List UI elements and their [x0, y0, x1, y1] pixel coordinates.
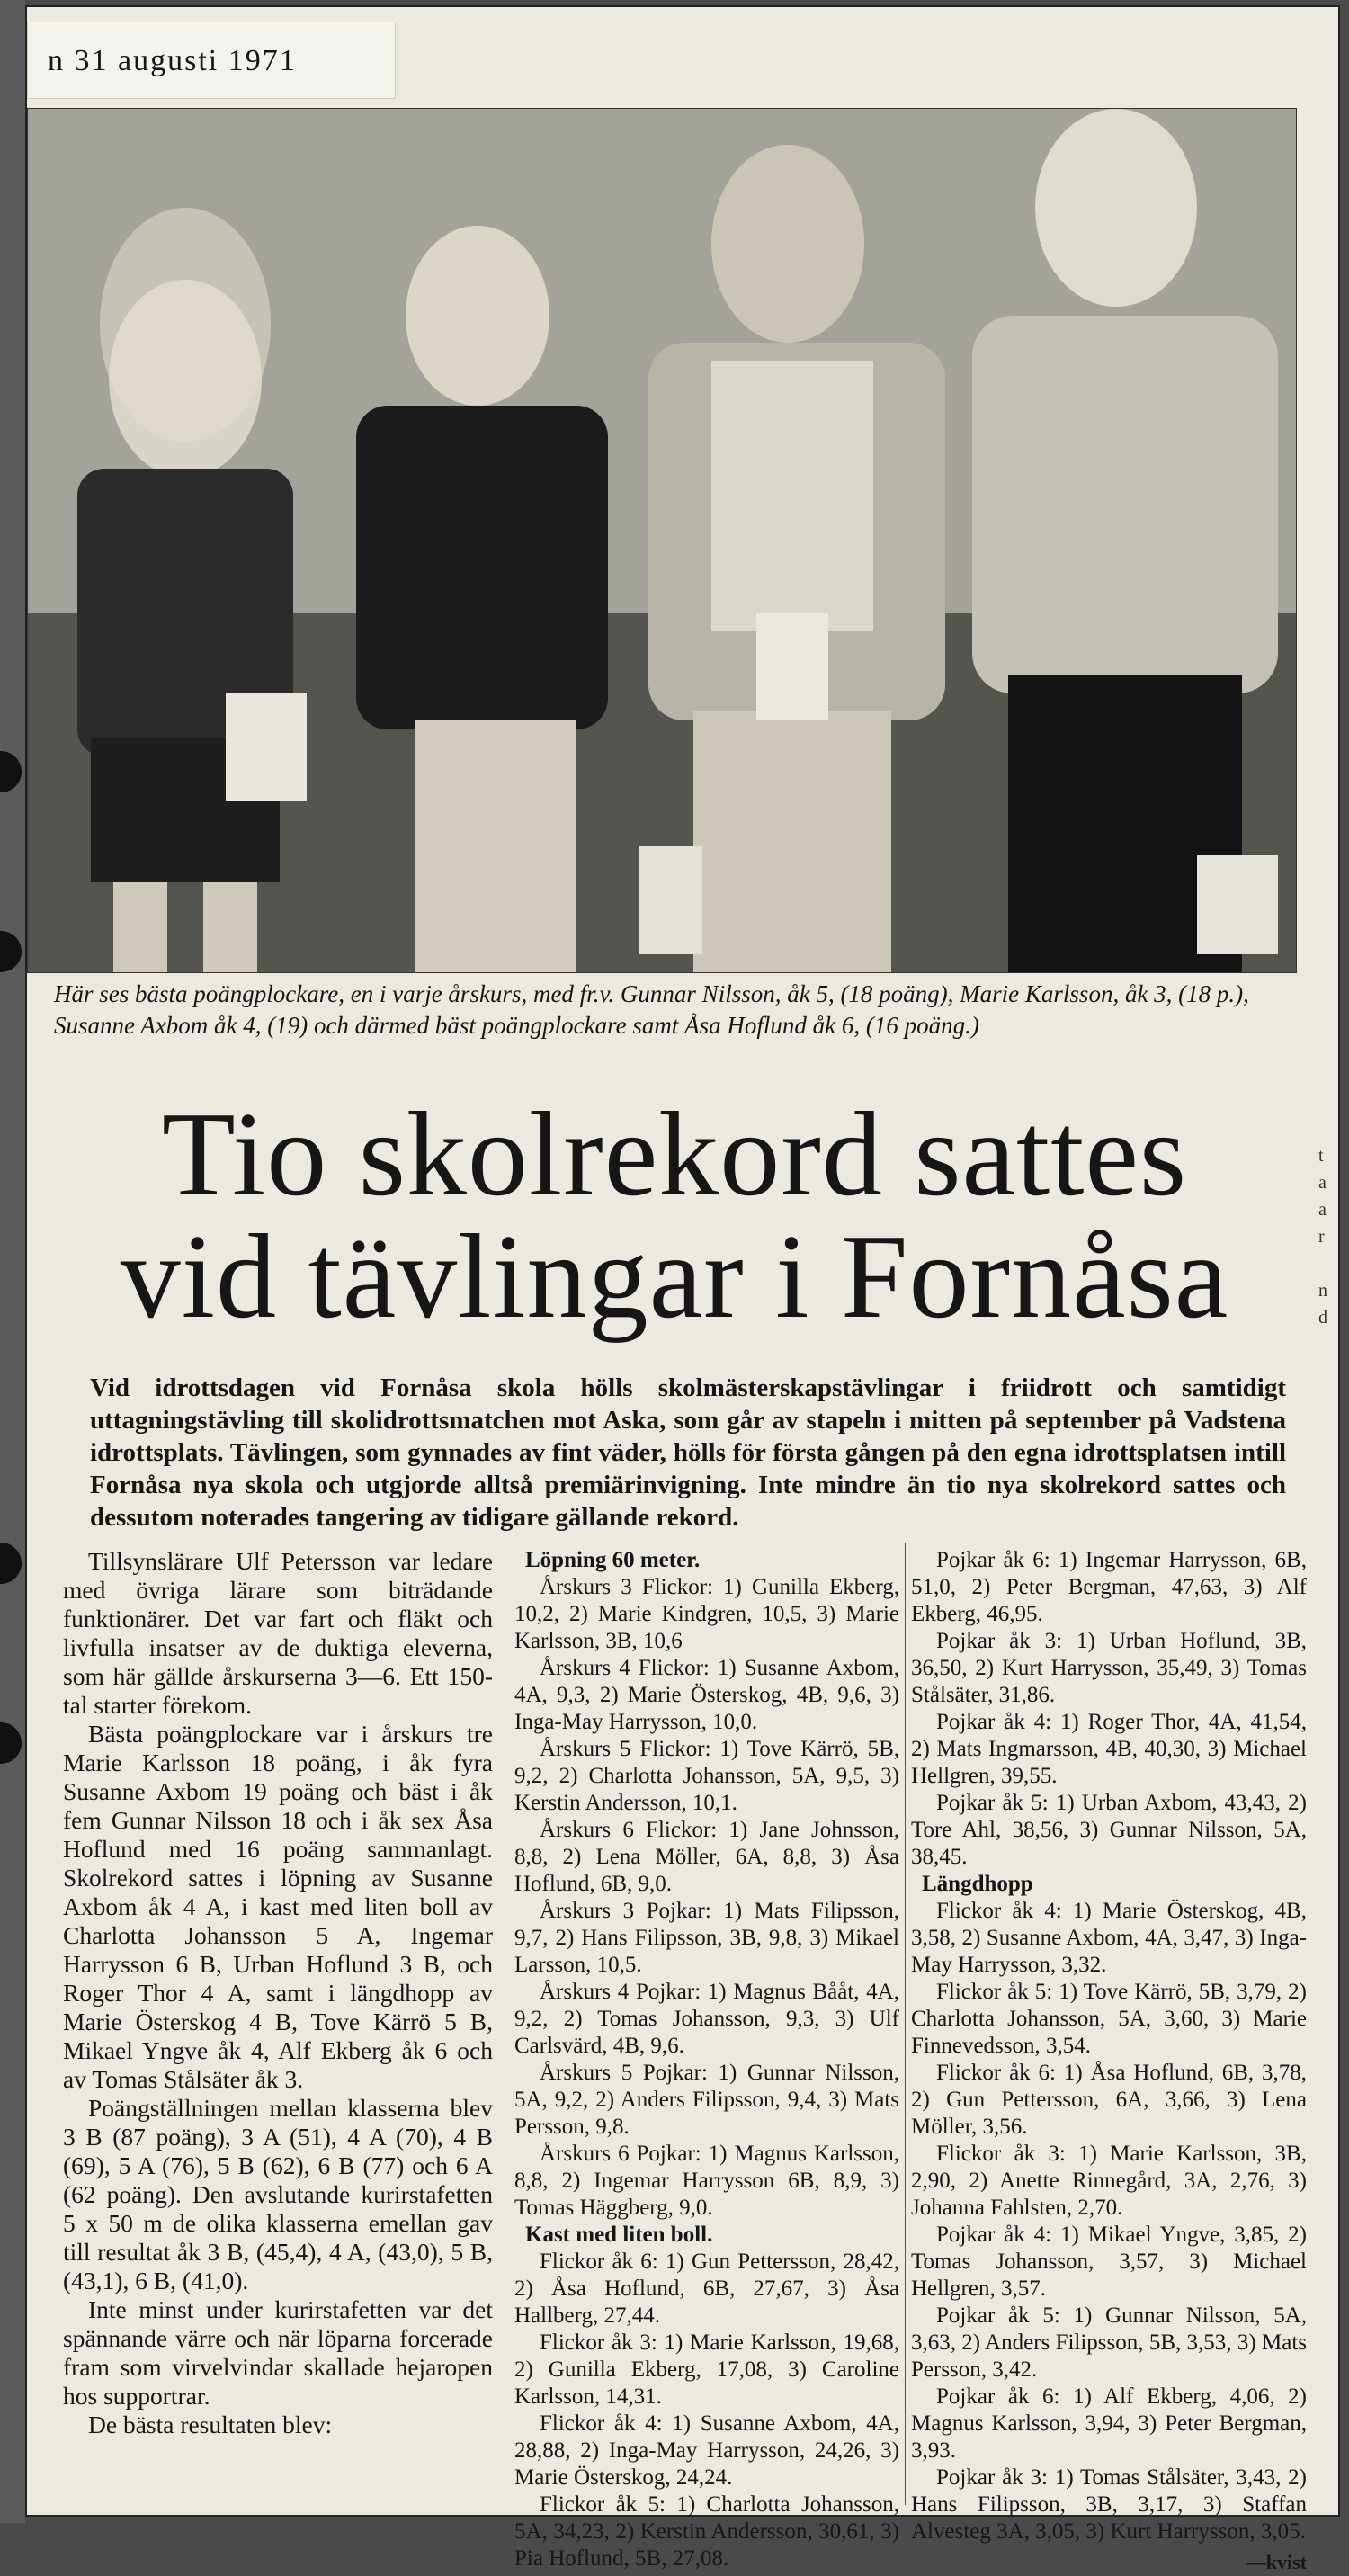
result-entry: Flickor åk 3: 1) Marie Karlsson, 19,68, 2) Gunilla Ekberg, 17,08, 3) Caroline Karlsson, 14,31. — [514, 2330, 899, 2409]
result-entry: Flickor åk 4: 1) Marie Österskog, 4B, 3,58, 2) Susanne Axbom, 4A, 3,47, 3) Inga-May Harrysson, 3,32. — [911, 1899, 1307, 1977]
result-entry: Årskurs 3 Pojkar: 1) Mats Filipsson, 9,7, 2) Hans Filipsson, 3B, 9,8, 3) Mikael Larsson, 10,5. — [514, 1899, 899, 1977]
result-entry: Årskurs 6 Flickor: 1) Jane Johnsson, 8,8, 2) Lena Möller, 6A, 8,8, 3) Åsa Hoflund, 6B, 9,0. — [514, 1818, 899, 1896]
body-paragraph: Inte minst under kurirstafetten var det spännande värre och när löparna forcerade fram som virvelvindar skallade hejaropen hos supportrar. — [63, 2295, 493, 2410]
section-heading: Löpning 60 meter. — [525, 1548, 701, 1572]
section-heading: Längdhopp — [922, 1872, 1033, 1896]
result-entry: Årskurs 5 Pojkar: 1) Gunnar Nilsson, 5A, 9,2, 2) Anders Filipsson, 9,4, 3) Mats Persson, 9,8. — [514, 2061, 899, 2139]
photograph — [27, 108, 1297, 973]
result-entry: Flickor åk 5: 1) Tove Kärrö, 5B, 3,79, 2) Charlotta Johansson, 5A, 3,60, 3) Marie Finnevedsson, 3,54. — [911, 1980, 1307, 2058]
result-entry: Årskurs 4 Flickor: 1) Susanne Axbom, 4A, 9,3, 2) Marie Österskog, 4B, 9,6, 3) Inga-May Harrysson, 10,0. — [514, 1656, 899, 1734]
result-entry: Pojkar åk 5: 1) Gunnar Nilsson, 5A, 3,63, 2) Anders Filipsson, 5B, 3,53, 3) Mats Persson, 3,42. — [911, 2303, 1307, 2382]
result-entry: Pojkar åk 4: 1) Roger Thor, 4A, 41,54, 2) Mats Ingmarsson, 4B, 40,30, 3) Michael Hellgren, 39,55. — [911, 1710, 1307, 1788]
adjacent-column-fragment — [1318, 1142, 1336, 1331]
results-column-3 — [911, 1547, 1307, 2576]
margin-letter: t — [1318, 1146, 1324, 1166]
lead-paragraph: Vid idrottsdagen vid Fornåsa skola hölls skolmästerskapstävlingar i friidrott och samtidigt uttagningstävling till skolidrottsmatchen mot Aska, som går av stapeln i mitten på september på Vadstena idrottsplats. Tävlingen, som gynnades av fint väder, hölls för första gången på den egna idrottsplatsen intill Fornåsa nya skola och utgjorde alltså premiärinvigning. Inte mindre än tio nya skolrekord sattes och dessutom noterades tangering av tidigare gällande rekord. — [90, 1373, 1286, 1532]
results-column-2 — [514, 1547, 899, 2572]
result-entry: Årskurs 4 Pojkar: 1) Magnus Bååt, 4A, 9,2, 2) Tomas Johansson, 9,3, 3) Ulf Carlsvärd, 4B, 9,6. — [514, 1980, 899, 2058]
result-entry: Flickor åk 6: 1) Åsa Hoflund, 6B, 3,78, 2) Gun Pettersson, 6A, 3,66, 3) Lena Möller, 3,56. — [911, 2061, 1307, 2139]
result-entry: Pojkar åk 6: 1) Alf Ekberg, 4,06, 2) Magnus Karlsson, 3,94, 3) Peter Bergman, 3,93. — [911, 2384, 1307, 2463]
result-entry: Flickor åk 3: 1) Marie Karlsson, 3B, 2,90, 2) Anette Rinnegård, 3A, 2,76, 3) Johanna Fahlsten, 2,70. — [911, 2142, 1307, 2220]
margin-letter: n — [1318, 1281, 1327, 1301]
result-entry: Pojkar åk 3: 1) Urban Hoflund, 3B, 36,50, 2) Kurt Harrysson, 35,49, 3) Tomas Stålsäter, 31,86. — [911, 1629, 1307, 1707]
margin-letter: d — [1318, 1308, 1327, 1328]
author-signature: —kvist — [1246, 2551, 1307, 2573]
result-entry: Pojkar åk 6: 1) Ingemar Harrysson, 6B, 51,0, 2) Peter Bergman, 47,63, 3) Alf Ekberg, 46,95. — [911, 1548, 1307, 1626]
body-column-1 — [63, 1547, 493, 2439]
punch-hole — [0, 1722, 22, 1764]
punch-hole — [0, 1543, 22, 1584]
body-paragraph: De bästa resultaten blev: — [88, 2411, 333, 2438]
result-entry: Årskurs 5 Flickor: 1) Tove Kärrö, 5B, 9,2, 2) Charlotta Johansson, 5A, 9,5, 3) Kerstin Andersson, 10,1. — [514, 1737, 899, 1815]
headline — [36, 1087, 1313, 1343]
result-entry: Årskurs 3 Flickor: 1) Gunilla Ekberg, 10,2, 2) Marie Kindgren, 10,5, 3) Marie Karlsson, 3B, 10,6 — [514, 1575, 899, 1653]
result-entry: Flickor åk 6: 1) Gun Pettersson, 28,42, 2) Åsa Hoflund, 6B, 27,67, 3) Åsa Hallberg, 27,44. — [514, 2250, 899, 2328]
body-paragraph: Tillsynslärare Ulf Petersson var ledare med övriga lärare som biträdande funktionärer. Det var fart och fläkt och livfulla insatser av de duktiga eleverna, som här gällde årskurserna 3—6. Ett 150-tal starter förekom. — [63, 1547, 493, 1719]
punch-hole — [0, 751, 22, 792]
body-paragraph: Bästa poängplockare var i årskurs tre Marie Karlsson 18 poäng, i åk fyra Susanne Axbom 19 poäng och bäst i åk fem Gunnar Nilsson 18 och i åk sex Åsa Hoflund med 16 poäng sammanlagt. Skolrekord sattes i löpning av Susanne Axbom åk 4 A, i kast med liten boll av Charlotta Johansson 5 A, Ingemar Harrysson 6 B, Urban Hoflund 3 B, och Roger Thor 4 A, samt i längdhopp av Marie Österskog 4 B, Tove Kärrö 5 B, Mikael Yngve åk 4, Alf Ekberg åk 6 och av Tomas Stålsäter åk 3. — [63, 1720, 493, 2093]
binder-strip — [0, 0, 25, 2523]
photo-illustration — [28, 109, 1296, 972]
result-entry: Flickor åk 4: 1) Susanne Axbom, 4A, 28,88, 2) Inga-May Harrysson, 24,26, 3) Marie Österskog, 24,24. — [514, 2411, 899, 2490]
body-paragraph: Poängställningen mellan klasserna blev 3 B (87 poäng), 3 A (51), 4 A (70), 4 B (69), 5 A (76), 5 B (62), 6 B (77) och 6 A (62 poäng). Den avslutande kurirstafetten 5 x 50 m de olika klasserna emellan gav till resultat åk 3 B, (45,4), 4 A, (43,0), 5 B, (43,1), 6 B, (41,0). — [63, 2094, 493, 2294]
headline-line-2: vid tävlingar i Fornåsa — [120, 1210, 1229, 1343]
margin-letter — [1318, 1250, 1336, 1277]
result-entry: Årskurs 6 Pojkar: 1) Magnus Karlsson, 8,8, 2) Ingemar Harrysson 6B, 8,9, 3) Tomas Häggberg, 9,0. — [514, 2142, 899, 2220]
dateline: n 31 augusti 1971 — [27, 22, 396, 99]
margin-letter: a — [1318, 1200, 1327, 1220]
headline-line-1: Tio skolrekord sattes — [161, 1087, 1188, 1221]
result-entry: Pojkar åk 5: 1) Urban Axbom, 43,43, 2) Tore Ahl, 38,56, 3) Gunnar Nilsson, 5A, 38,45. — [911, 1791, 1307, 1869]
column-rule — [905, 1543, 906, 2505]
result-entry: Pojkar åk 3: 1) Tomas Stålsäter, 3,43, 2) Hans Filipsson, 3B, 3,17, 3) Staffan Alvesteg 3A, 3,05, 3) Kurt Harrysson, 3,05. — [911, 2465, 1307, 2544]
punch-hole — [0, 931, 22, 972]
result-entry: Flickor åk 5: 1) Charlotta Johansson, 5A, 34,23, 2) Kerstin Andersson, 30,61, 3) Pia Hoflund, 5B, 27,08. — [514, 2492, 899, 2571]
photo-caption: Här ses bästa poängplockare, en i varje årskurs, med fr.v. Gunnar Nilsson, åk 5, (18 poäng), Marie Karlsson, åk 3, (18 p.), Susanne Axbom åk 4, (19) och därmed bäst poängplockare samt Åsa Hoflund åk 6, (16 poäng.) — [54, 980, 1249, 1039]
result-entry: Pojkar åk 4: 1) Mikael Yngve, 3,85, 2) Tomas Johansson, 3,57, 3) Michael Hellgren, 3,57. — [911, 2223, 1307, 2301]
margin-letter: r — [1318, 1227, 1325, 1247]
section-heading: Kast med liten boll. — [525, 2223, 713, 2247]
margin-letter: a — [1318, 1173, 1327, 1193]
